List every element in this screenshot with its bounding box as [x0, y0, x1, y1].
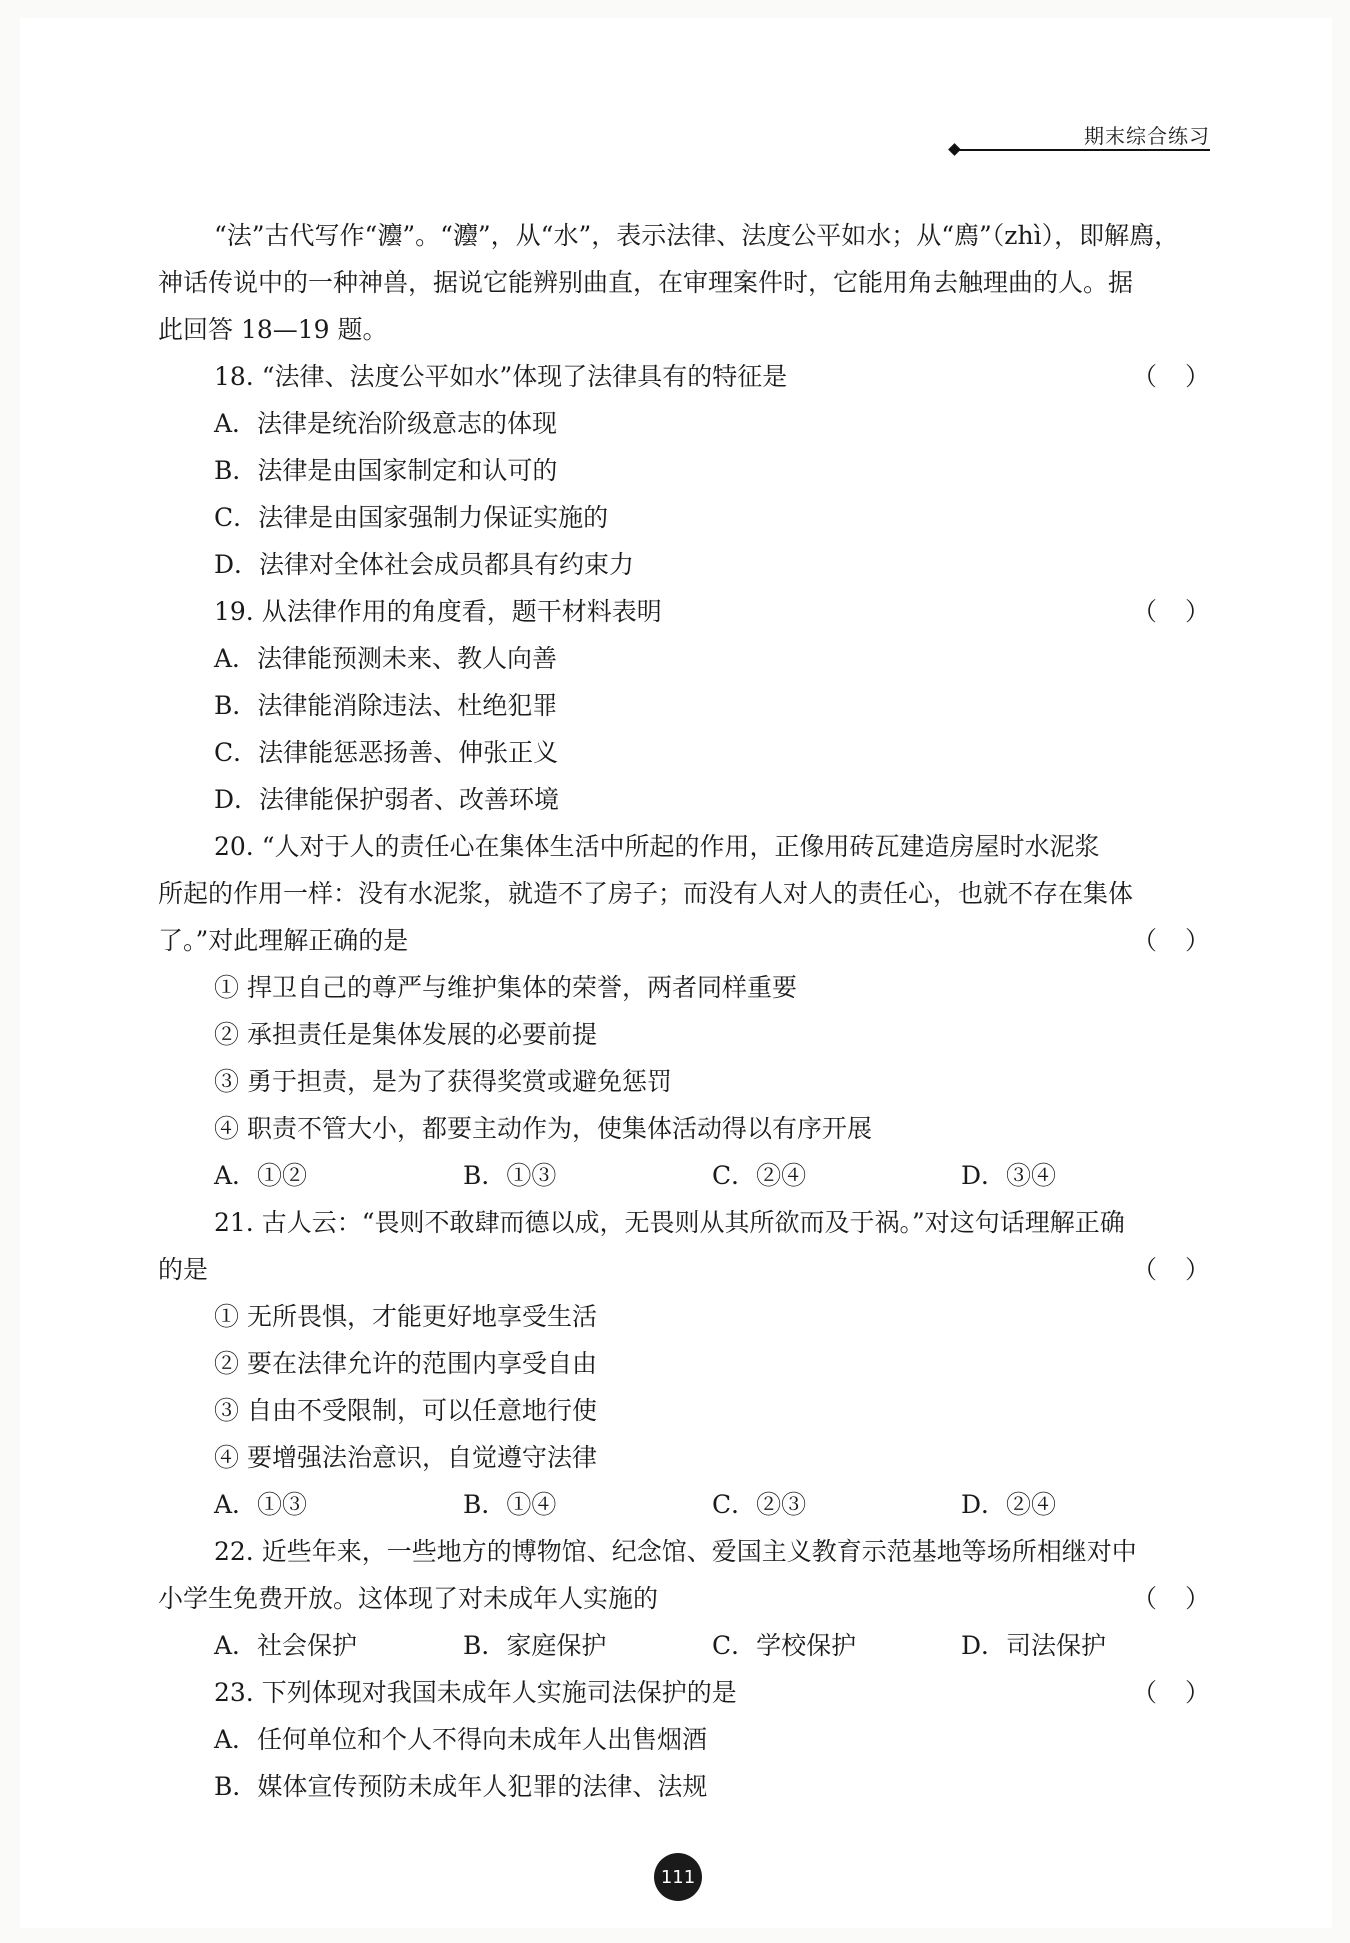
option: C．法律能惩恶扬善、伸张正义 [214, 738, 559, 767]
page-header [948, 120, 1210, 156]
question-18-stem: 18. “法律、法度公平如水”体现了法律具有的特征是 （ ） [158, 353, 1210, 400]
answer-blank: （ ） [1132, 362, 1210, 391]
option: C．法律是由国家强制力保证实施的 [214, 503, 609, 532]
option: B．①④ [463, 1490, 557, 1519]
question-22-stem: 小学生免费开放。这体现了对未成年人实施的 （ ） [158, 1575, 1210, 1622]
option: D．司法保护 [961, 1631, 1107, 1660]
statement-item: ① 无所畏惧，才能更好地享受生活 [214, 1302, 597, 1331]
statement-item: ④ 要增强法治意识，自觉遵守法律 [214, 1443, 597, 1472]
question-20-stem: 所起的作用一样：没有水泥浆，就造不了房子；而没有人对人的责任心，也就不存在集体 [158, 879, 1134, 908]
option: B．媒体宣传预防未成年人犯罪的法律、法规 [214, 1772, 708, 1801]
option: A．①② [214, 1161, 308, 1190]
question-20-stem: 了。”对此理解正确的是 （ ） [158, 917, 1210, 964]
section-title: 期末综合练习 [1084, 124, 1210, 148]
option: D．法律能保护弱者、改善环境 [214, 785, 560, 814]
intro-line: 此回答 18—19 题。 [158, 315, 388, 344]
answer-blank: （ ） [1132, 597, 1210, 626]
question-content [158, 212, 1210, 1810]
statement-item: ② 承担责任是集体发展的必要前提 [214, 1020, 597, 1049]
question-22-stem: 22. 近些年来，一些地方的博物馆、纪念馆、爱国主义教育示范基地等场所相继对中 [214, 1537, 1137, 1566]
answer-blank: （ ） [1132, 926, 1210, 955]
option: D．③④ [961, 1161, 1057, 1190]
intro-line: 神话传说中的一种神兽，据说它能辨别曲直，在审理案件时，它能用角去触理曲的人。据 [158, 268, 1134, 297]
question-23-stem: 23. 下列体现对我国未成年人实施司法保护的是 （ ） [158, 1669, 1210, 1716]
statement-item: ① 捍卫自己的尊严与维护集体的荣誉，两者同样重要 [214, 973, 797, 1002]
question-19-stem: 19. 从法律作用的角度看，题干材料表明 （ ） [158, 588, 1210, 635]
header-rule [958, 149, 1210, 151]
answer-blank: （ ） [1132, 1584, 1210, 1613]
options-row [158, 1481, 1210, 1528]
options-row [158, 1622, 1210, 1669]
question-21-stem: 的是 （ ） [158, 1246, 1210, 1293]
option: C．学校保护 [712, 1631, 857, 1660]
statement-item: ② 要在法律允许的范围内享受自由 [214, 1349, 597, 1378]
options-row [158, 1152, 1210, 1199]
statement-item: ③ 自由不受限制，可以任意地行使 [214, 1396, 597, 1425]
option: B．家庭保护 [463, 1631, 607, 1660]
question-20-stem: 20. “人对于人的责任心在集体生活中所起的作用，正像用砖瓦建造房屋时水泥浆 [214, 832, 1100, 861]
option: A．社会保护 [214, 1631, 358, 1660]
option: B．①③ [463, 1161, 557, 1190]
statement-item: ④ 职责不管大小，都要主动作为，使集体活动得以有序开展 [214, 1114, 872, 1143]
option: D．法律对全体社会成员都具有约束力 [214, 550, 635, 579]
answer-blank: （ ） [1132, 1678, 1210, 1707]
option: A．法律能预测未来、教人向善 [214, 644, 558, 673]
question-21-stem: 21. 古人云：“畏则不敢肆而德以成，无畏则从其所欲而及于祸。”对这句话理解正确 [214, 1208, 1125, 1237]
answer-blank: （ ） [1132, 1255, 1210, 1284]
option: C．②③ [712, 1490, 807, 1519]
option: C．②④ [712, 1161, 807, 1190]
option: A．任何单位和个人不得向未成年人出售烟酒 [214, 1725, 708, 1754]
option: A．法律是统治阶级意志的体现 [214, 409, 558, 438]
option: B．法律能消除违法、杜绝犯罪 [214, 691, 558, 720]
option: A．①③ [214, 1490, 308, 1519]
option: D．②④ [961, 1490, 1057, 1519]
intro-line: “法”古代写作“灋”。“灋”，从“水”，表示法律、法度公平如水；从“廌”（zhì），即解廌， [214, 221, 1180, 250]
page-number-badge: 111 [654, 1853, 702, 1901]
option: B．法律是由国家制定和认可的 [214, 456, 558, 485]
statement-item: ③ 勇于担责，是为了获得奖赏或避免惩罚 [214, 1067, 672, 1096]
